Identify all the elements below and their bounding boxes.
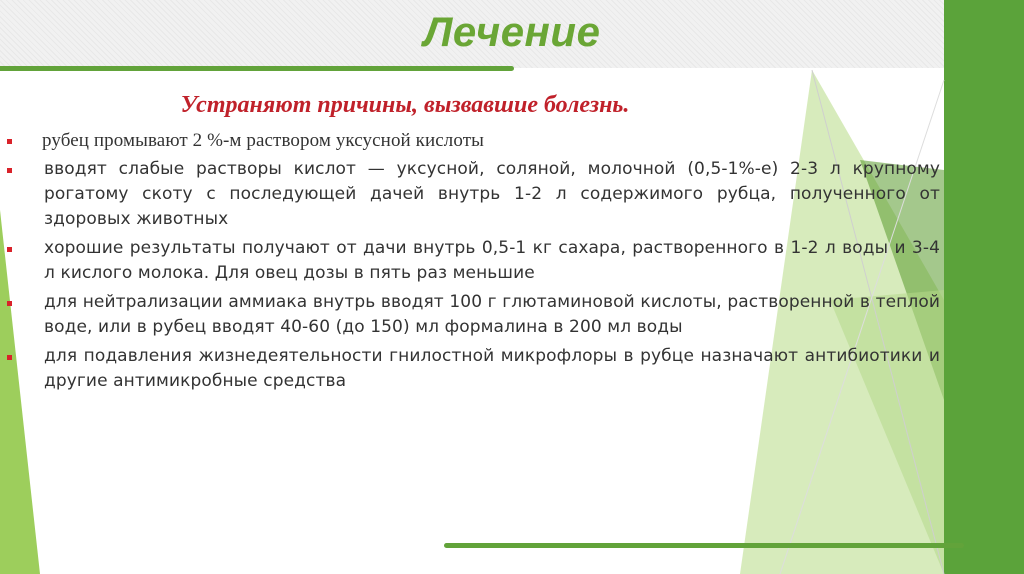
- list-item-text: вводят слабые растворы кислот — уксусной, соляной, молочной (0,5-1%-е) 2-3 л крупному рогатому скоту с последующей дачей внутрь 1-2 л содержимого рубца, полученного от здоровых животных: [44, 159, 940, 229]
- list-item: [0, 236, 940, 286]
- list-item: [0, 344, 940, 394]
- list-item: [0, 128, 940, 153]
- list-item: [0, 290, 940, 340]
- list-item-text: рубец промывают 2 %-м раствором уксусной кислоты: [42, 130, 485, 151]
- slide-subtitle: Устраняют причины, вызвавшие болезнь.: [180, 92, 630, 118]
- bullet-marker: [7, 247, 12, 252]
- list-item-text: для нейтрализации аммиака внутрь вводят 100 г глютаминовой кислоты, растворенной в теплой воде, или в рубец вводят 40-60 (до 150) мл формалина в 200 мл воды: [44, 292, 940, 337]
- list-item-text: хорошие результаты получают от дачи внутрь 0,5-1 кг сахара, растворенного в 1-2 л воды и 3-4 л кислого молока. Для овец дозы в пять раз меньшие: [44, 238, 940, 283]
- slide-title: Лечение: [423, 8, 601, 55]
- list-item: [0, 157, 940, 232]
- list-item-text: для подавления жизнедеятельности гнилостной микрофлоры в рубце назначают антибиотики и другие антимикробные средства: [44, 346, 940, 391]
- bullet-marker: [7, 168, 12, 173]
- bottom-accent-line: [444, 543, 964, 548]
- bullet-marker: [7, 301, 12, 306]
- bullet-marker: [7, 139, 12, 144]
- bullet-list: [0, 128, 940, 398]
- title-underline: [0, 66, 514, 71]
- bullet-marker: [7, 355, 12, 360]
